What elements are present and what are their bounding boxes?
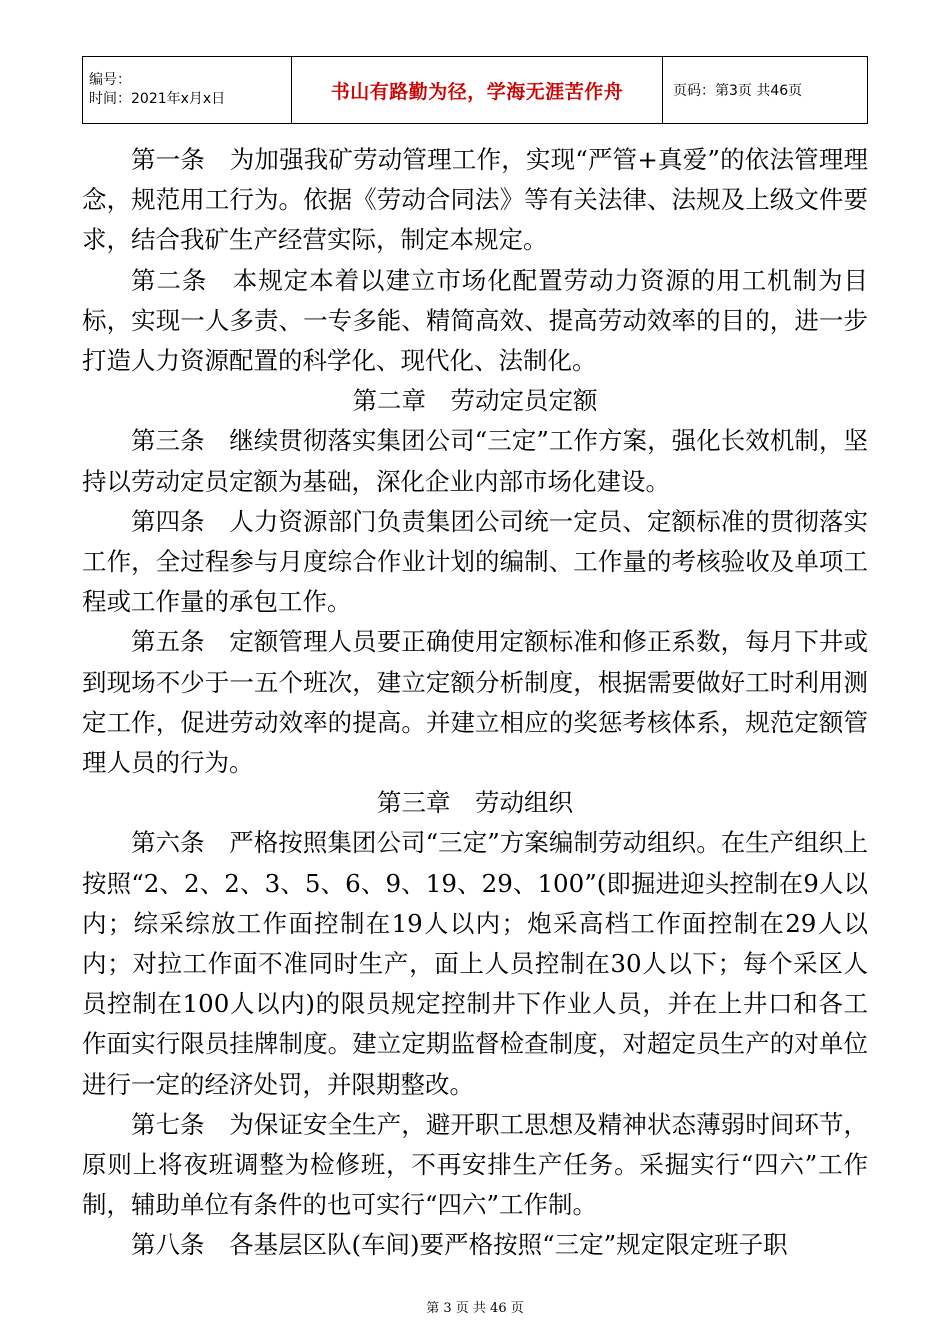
article-8: 第八条 各基层区队(车间)要严格按照“三定”规定限定班子职 [131, 1230, 788, 1260]
chapter-2-heading: 第二章 劳动定员定额 [352, 386, 598, 416]
header-page-info: 页码：第3页 共46页 [663, 57, 868, 124]
article-1: 第一条 为加强我矿劳动管理工作，实现“严管+真爱”的依法管理理念，规范用工行为。依据《劳动合同法》等有关法律、法规及上级文件要求，结合我矿生产经营实际，制定本规定。 [82, 145, 868, 255]
article-4: 第四条 人力资源部门负责集团公司统一定员、定额标准的贯彻落实工作，全过程参与月度综合作业计划的编制、工作量的考核验收及单项工程或工作量的承包工作。 [82, 506, 868, 617]
document-body [82, 140, 868, 1266]
page-footer: 第 3 页 共 46 页 [426, 1301, 524, 1316]
article-5: 第五条 定额管理人员要正确使用定额标准和修正系数，每月下井或到现场不少于一五个班次，建立定额分析制度，根据需要做好工时利用测定工作，促进劳动效率的提高。并建立相应的奖惩考核体系，规范定额管理人员的行为。 [82, 627, 868, 778]
article-2: 第二条 本规定本着以建立市场化配置劳动力资源的用工机制为目标，实现一人多责、一专多能、精简高效、提高劳动效率的目的，进一步打造人力资源配置的科学化、现代化、法制化。 [82, 265, 868, 376]
article-3: 第三条 继续贯彻落实集团公司“三定”工作方案，强化长效机制，坚持以劳动定员定额为基础，深化企业内部市场化建设。 [82, 426, 868, 496]
header-motto: 书山有路勤为径，学海无涯苦作舟 [292, 57, 663, 124]
chapter-3-heading: 第三章 劳动组织 [377, 788, 573, 818]
header-meta-cell [83, 57, 292, 124]
document-header [82, 56, 868, 124]
document-number-label: 编号： [89, 72, 131, 88]
article-7: 第七条 为保证安全生产，避开职工思想及精神状态薄弱时间环节，原则上将夜班调整为检修班，不再安排生产任务。采掘实行“四六”工作制，辅助单位有条件的也可实行“四六”工作制。 [82, 1109, 868, 1220]
article-6: 第六条 严格按照集团公司“三定”方案编制劳动组织。在生产组织上按照“2、2、2、3、5、6、9、19、29、100”(即掘进迎头控制在9人以内；综采综放工作面控制在19人以内；炮采高档工作面控制在29人以内；对拉工作面不准同时生产，面上人员控制在30人以下；每个采区人员控制在100人以内)的限员规定控制井下作业人员，并在上井口和各工作面实行限员挂牌制度。建立定期监督检查制度，对超定员生产的对单位进行一定的经济处罚，并限期整改。 [82, 828, 868, 1099]
document-time-label: 时间：2021年x月x日 [89, 91, 226, 107]
